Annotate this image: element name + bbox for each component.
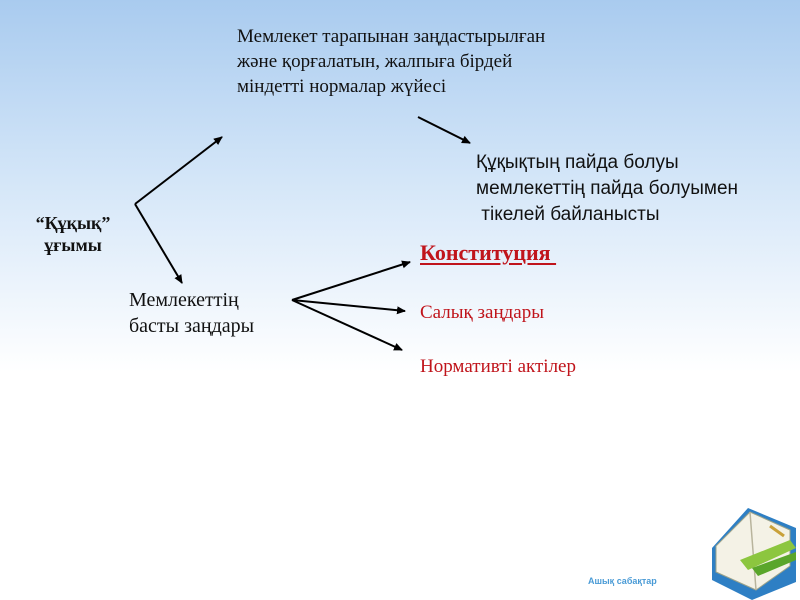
origin-line-2: мемлекеттің пайда болуымен	[476, 178, 739, 199]
main-laws-line-2: басты заңдары	[129, 315, 255, 337]
law-tax: Салық заңдары	[420, 302, 544, 323]
brand-label: Ашық сабақтар	[588, 576, 657, 586]
law-constitution: Конституция	[420, 240, 557, 265]
origin-line-3: тікелей байланысты	[476, 204, 660, 225]
definition-line-3: міндетті нормалар жүйесі	[237, 76, 447, 97]
concept-line-2: ұғымы	[44, 235, 102, 255]
definition-line-2: және қорғалатын, жалпыға бірдей	[237, 51, 513, 72]
concept-line-1: “Құқық”	[35, 213, 111, 233]
origin-line-1: Құқықтың пайда болуы	[476, 152, 679, 173]
main-laws-line-1: Мемлекеттің	[129, 289, 239, 311]
book-icon	[712, 508, 796, 600]
law-normative-acts: Нормативті актілер	[420, 356, 576, 377]
definition-line-1: Мемлекет тарапынан заңдастырылған	[237, 26, 546, 47]
